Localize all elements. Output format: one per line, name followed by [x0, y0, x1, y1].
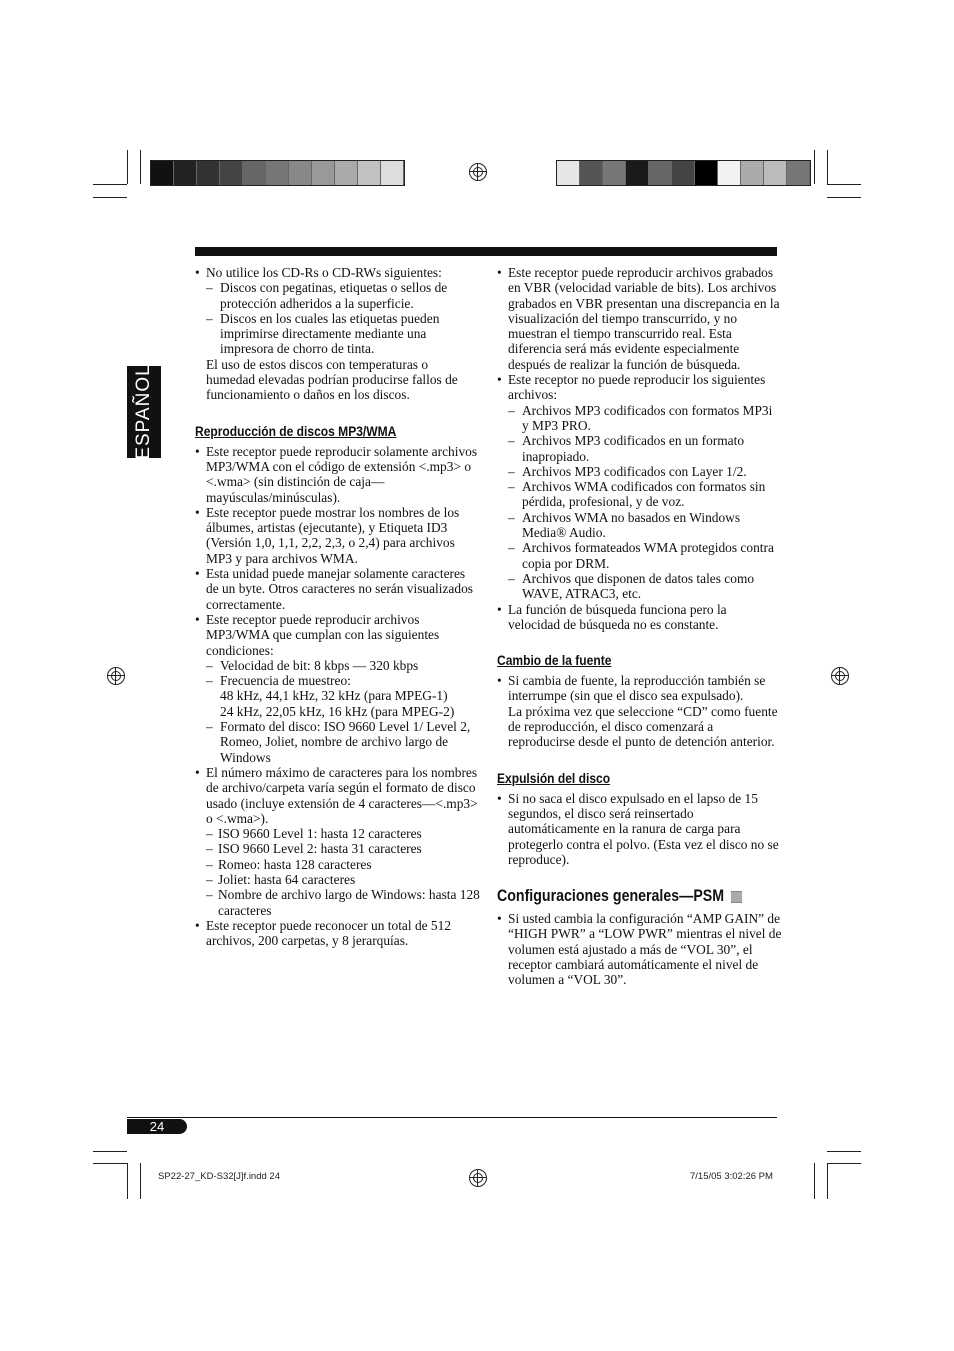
- footer-rule: [127, 1117, 777, 1118]
- list-item: – Nombre de archivo largo de Windows: hasta 128 caracteres: [195, 887, 480, 918]
- color-swatch: [243, 161, 266, 185]
- list-item: – Romeo: hasta 128 caracteres: [195, 857, 480, 872]
- list-item: • No utilice los CD-Rs o CD-RWs siguientes:: [195, 265, 480, 280]
- language-label: ESPAÑOL: [133, 364, 154, 460]
- list-item: – Formato del disco: ISO 9660 Level 1/ Level 2, Romeo, Joliet, nombre de archivo largo de Windows: [195, 719, 480, 765]
- color-swatch: [695, 161, 718, 185]
- color-swatch: [266, 161, 289, 185]
- list-item: – Archivos MP3 codificados en un formato inapropiado.: [497, 433, 782, 464]
- color-swatch: [649, 161, 672, 185]
- color-swatch: [741, 161, 764, 185]
- header-rule: [195, 247, 777, 256]
- list-item: – ISO 9660 Level 2: hasta 31 caracteres: [195, 841, 480, 856]
- color-swatch: [197, 161, 220, 185]
- list-item: – Archivos WMA codificados con formatos sin pérdida, profesional, y de voz.: [497, 479, 782, 510]
- paragraph: La próxima vez que seleccione “CD” como fuente de reproducción, el disco comenzará a reproducirse desde el punto de detención anterior.: [508, 703, 778, 750]
- page-number: 24: [127, 1119, 187, 1134]
- psm-heading-text: Configuraciones generales—PSM: [497, 887, 725, 906]
- list-item: • Si no saca el disco expulsado en el lapso de 15 segundos, el disco será reinsertado automáticamente en la ranura de carga para protegerlo contra el polvo. (Esta vez el disco no se reproduce).: [497, 791, 782, 867]
- list-item: – Archivos WMA no basados en Windows Media® Audio.: [497, 510, 782, 541]
- list-item: 48 kHz, 44,1 kHz, 32 kHz (para MPEG-1): [220, 688, 448, 704]
- section-heading: Reproducción de discos MP3/WMA: [195, 422, 397, 439]
- list-item: • Esta unidad puede manejar solamente caracteres de un byte. Otros caracteres no serán visualizados correctamente.: [195, 566, 480, 612]
- color-swatch: [718, 161, 741, 185]
- list-item: – Velocidad de bit: 8 kbps — 320 kbps: [195, 658, 480, 673]
- list-item: • La función de búsqueda funciona pero la velocidad de búsqueda no es constante.: [497, 602, 782, 633]
- list-item: • Este receptor puede reconocer un total de 512 archivos, 200 carpetas, y 8 jerarquías.: [195, 918, 480, 949]
- list-item: – Frecuencia de muestreo:: [195, 673, 480, 688]
- list-item: – Archivos MP3 codificados con formatos MP3i y MP3 PRO.: [497, 403, 782, 434]
- color-swatch: [764, 161, 787, 185]
- registration-mark-bottom-icon: [469, 1169, 487, 1187]
- heading-bar: [731, 891, 742, 903]
- section-heading: Expulsión del disco: [497, 769, 611, 786]
- list-item: – Discos con pegatinas, etiquetas o sellos de protección adheridos a la superficie.: [195, 280, 480, 311]
- registration-mark-right-icon: [831, 667, 849, 685]
- list-item: – Archivos MP3 codificados con Layer 1/2.: [497, 464, 782, 479]
- list-item: – ISO 9660 Level 1: hasta 12 caracteres: [195, 826, 480, 841]
- color-swatch: [381, 161, 404, 185]
- list-item: – Archivos formateados WMA protegidos contra copia por DRM.: [497, 540, 782, 571]
- list-item: – Discos en los cuales las etiquetas pueden imprimirse directamente mediante una impresora de chorro de tinta.: [195, 311, 480, 357]
- file-slug: SP22-27_KD-S32[J]f.indd 24: [158, 1171, 280, 1182]
- color-swatch: [557, 161, 580, 185]
- color-swatch: [335, 161, 358, 185]
- list-item: • Este receptor puede reproducir archivos MP3/WMA que cumplan con las siguientes condiciones:: [195, 612, 480, 658]
- list-item: • Si usted cambia la configuración “AMP GAIN” de “HIGH PWR” a “LOW PWR” mientras el nivel de volumen está ajustado a más de “VOL 30”, el receptor cambiará automáticamente el nivel de volumen a “VOL 30”.: [497, 911, 782, 987]
- color-swatch: [289, 161, 312, 185]
- list-item: • Este receptor no puede reproducir los siguientes archivos:: [497, 372, 782, 403]
- registration-mark-left-icon: [107, 667, 125, 685]
- right-column: [497, 265, 782, 988]
- color-swatch: [626, 161, 649, 185]
- list-item: • El número máximo de caracteres para los nombres de archivo/carpeta varía según el formato de disco usado (incluye extensión de 4 caracteres—<.mp3> o <.wma>).: [195, 765, 480, 826]
- list-item: • Si cambia de fuente, la reproducción también se interrumpe (sin que el disco sea expulsado).: [497, 673, 782, 704]
- color-calibration-bar-left: [150, 160, 405, 186]
- date-slug: 7/15/05 3:02:26 PM: [690, 1171, 773, 1182]
- color-swatch: [787, 161, 810, 185]
- color-swatch: [174, 161, 197, 185]
- list-item: – Archivos que disponen de datos tales como WAVE, ATRAC3, etc.: [497, 571, 782, 602]
- color-swatch: [580, 161, 603, 185]
- color-calibration-bar-right: [556, 160, 811, 186]
- registration-mark-top-icon: [469, 163, 487, 181]
- language-tab: [127, 366, 161, 458]
- section-heading-large: [497, 887, 742, 906]
- color-swatch: [672, 161, 695, 185]
- list-item: – Joliet: hasta 64 caracteres: [195, 872, 480, 887]
- list-item: • Este receptor puede mostrar los nombres de los álbumes, artistas (ejecutante), y Etiqueta ID3 (Versión 1,0, 1,1, 2,2, 2,3, o 2,4) para archivos MP3 y para archivos WMA.: [195, 505, 480, 566]
- color-swatch: [312, 161, 335, 185]
- color-swatch: [603, 161, 626, 185]
- list-item: • Este receptor puede reproducir solamente archivos MP3/WMA con el código de extensión <.mp3> o <.wma> (sin distinción de caja—mayúsculas/minúsculas).: [195, 444, 480, 505]
- color-swatch: [151, 161, 174, 185]
- section-heading: Cambio de la fuente: [497, 652, 612, 669]
- list-item: 24 kHz, 22,05 kHz, 16 kHz (para MPEG-2): [220, 703, 455, 719]
- left-column: [195, 265, 480, 948]
- color-swatch: [358, 161, 381, 185]
- paragraph: El uso de estos discos con temperaturas o humedad elevadas podrían producirse fallos de funcionamiento o daños en los discos.: [206, 356, 458, 403]
- color-swatch: [220, 161, 243, 185]
- list-item: • Este receptor puede reproducir archivos grabados en VBR (velocidad variable de bits). Los archivos grabados en VBR presentan una discrepancia en la visualización del tiempo transcurrido, y no muestran el tiempo transcurrido real. Esta diferencia será más evidente especialmente después de realizar la función de búsqueda.: [497, 265, 782, 372]
